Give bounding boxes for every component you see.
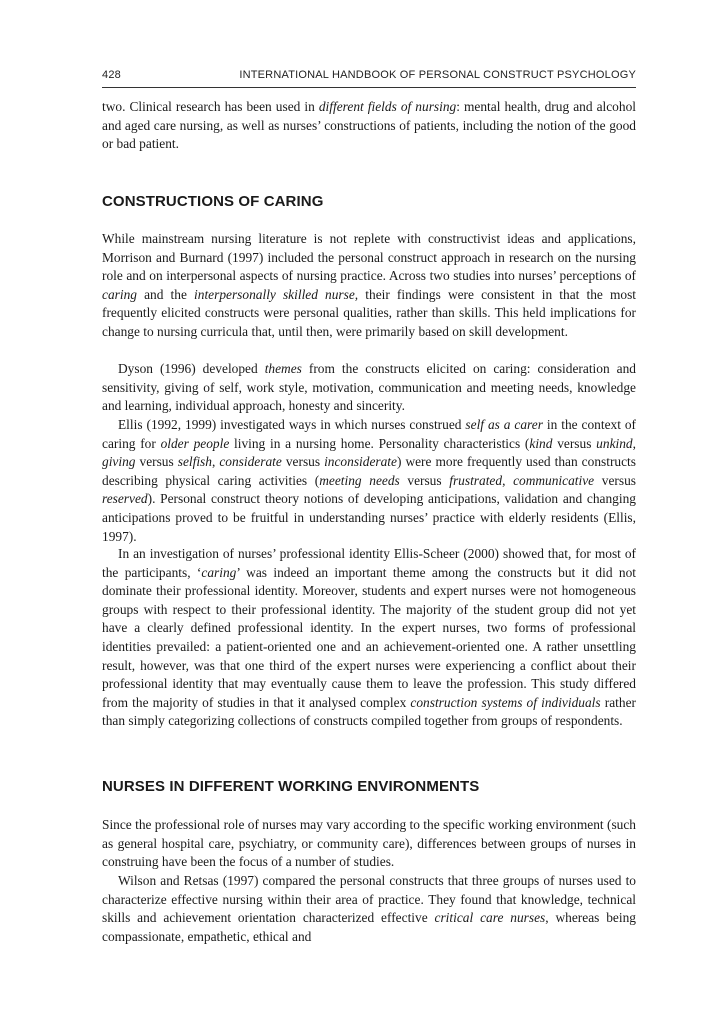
body-paragraph: Since the professional role of nurses may vary according to the specific working environment (such as general hospital care, psychiatry, or community care), differences between groups of nurses in construing have been the focus of a number of studies. bbox=[102, 817, 636, 870]
header-rule bbox=[102, 87, 636, 88]
running-title: INTERNATIONAL HANDBOOK OF PERSONAL CONSTRUCT PSYCHOLOGY bbox=[239, 69, 636, 81]
section-heading-nurses-in-different-working-environments: NURSES IN DIFFERENT WORKING ENVIRONMENTS bbox=[102, 778, 480, 795]
body-paragraph: Dyson (1996) developed themes from the constructs elicited on caring: consideration and sensitivity, giving of self, work style, motivation, communication and meeting needs, knowledge and learning, individual approach, honesty and sincerity. bbox=[102, 361, 636, 414]
body-paragraph: Ellis (1992, 1999) investigated ways in which nurses construed self as a carer in the context of caring for older people living in a nursing home. Personality characteristics (kind versus unkind, giving versus selfish, considerate versus inconsiderate) were more frequently used than constructs describing physical caring activities (meeting needs versus frustrated, communicative versus reserved). Personal construct theory notions of developing anticipations, validation and changing anticipations proved to be fruitful in understanding nurses’ practice with elderly residents (Ellis, 1997). bbox=[102, 417, 637, 544]
body-paragraph: Wilson and Retsas (1997) compared the personal constructs that three groups of nurses used to characterize effective nursing within their area of practice. They found that knowledge, technical skills and achievement orientation characterized effective critical care nurses, whereas being compassionate, empathetic, ethical and bbox=[102, 873, 636, 944]
body-paragraph: In an investigation of nurses’ professional identity Ellis-Scheer (2000) showed that, for most of the participants, ‘caring’ was indeed an important theme among the constructs but it did not dominate their professional identity. Moreover, students and expert nurses were not homogeneous groups with respect to their professional identity. The majority of the student group did not yet have a clearly defined professional identity. In the expert nurses, two forms of professional identities prevailed: a patient-oriented one and an achievement-oriented one. A rather unsettling result, however, was that one third of the expert nurses were experiencing a conflict about their professional identity that may eventually cause them to leave the profession. This study differed from the majority of studies in that it analysed complex construction systems of individuals rather than simply categorizing collections of constructs compiled together from groups of respondents. bbox=[102, 546, 636, 729]
intro-paragraph: two. Clinical research has been used in different fields of nursing: mental health, drug and alcohol and aged care nursing, as well as nurses’ constructions of patients, including the notion of the good or bad patient. bbox=[102, 99, 636, 152]
section-heading-constructions-of-caring: CONSTRUCTIONS OF CARING bbox=[102, 193, 324, 210]
page-number: 428 bbox=[102, 69, 121, 81]
running-header bbox=[102, 67, 636, 85]
body-paragraph: While mainstream nursing literature is not replete with constructivist ideas and applications, Morrison and Burnard (1997) included the personal construct approach in research on the nursing role and on interpersonal aspects of nursing practice. Across two studies into nurses’ perceptions of caring and the interpersonally skilled nurse, their findings were consistent in that the most frequently elicited constructs were personal qualities, rather than skills. This held implications for change to nursing curricula that, until then, were primarily based on skill development. bbox=[102, 231, 637, 339]
